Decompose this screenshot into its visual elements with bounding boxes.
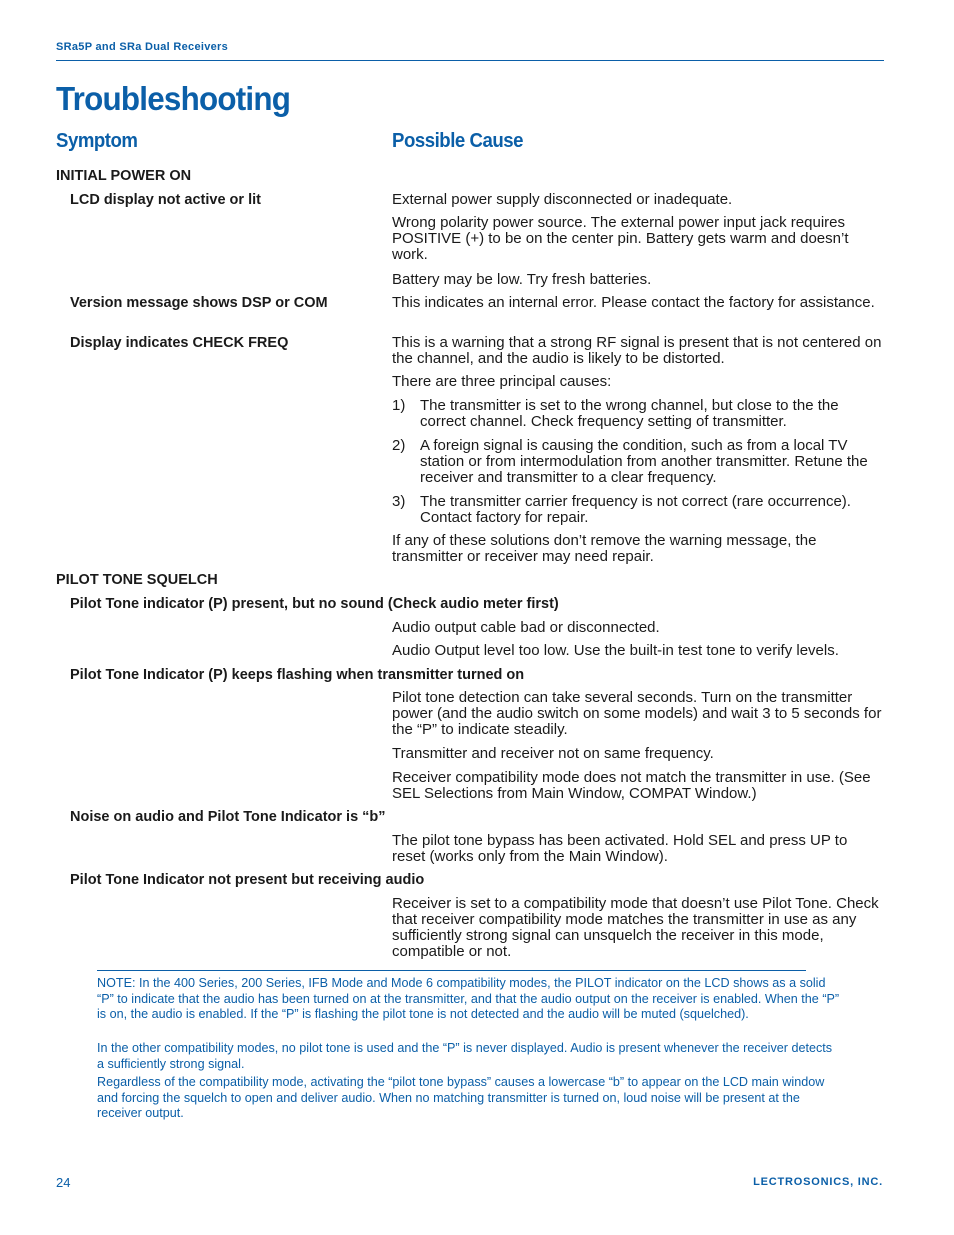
page-number: 24 bbox=[56, 1175, 71, 1190]
cause-text: Audio Output level too low. Use the built-in test tone to verify levels. bbox=[392, 642, 839, 659]
note-paragraph: Regardless of the compatibility mode, activating the “pilot tone bypass” causes a lowercase “b” to appear on the LCD main window and forcing the squelch to open and deliver audio. When no matching transmitter is turned on, loud noise will be present at the receiver output. bbox=[97, 1075, 825, 1121]
page-title: Troubleshooting bbox=[56, 80, 291, 117]
list-item: The transmitter carrier frequency is not correct (rare occurrence). Contact factory for repair. bbox=[420, 493, 851, 526]
symptom-not-present: Pilot Tone Indicator not present but receiving audio bbox=[70, 872, 425, 888]
cause-text: There are three principal causes: bbox=[392, 373, 612, 390]
running-header: SRa5P and SRa Dual Receivers bbox=[56, 41, 229, 53]
list-number: 3) bbox=[392, 493, 406, 510]
list-number: 1) bbox=[392, 397, 406, 414]
symptom-version: Version message shows DSP or COM bbox=[70, 295, 328, 311]
list-number: 2) bbox=[392, 437, 406, 454]
note-paragraph: NOTE: In the 400 Series, 200 Series, IFB Mode and Mode 6 compatibility modes, the PILOT indicator on the LCD shows as a solid “P” to indicate that the audio has been turned on at the transmitter, and that the audio output on the receiver is enabled. When the “P” is on, the audio is enabled. If the “P” is flashing the pilot tone is not detected and the audio will be muted (squelched). bbox=[97, 976, 840, 1022]
cause-text: If any of these solutions don’t remove the warning message, the transmitter or receiver may need repair. bbox=[392, 532, 817, 565]
section-heading-initial-power: INITIAL POWER ON bbox=[56, 168, 192, 184]
cause-text: Receiver compatibility mode does not match the transmitter in use. (See SEL Selections from Main Window, COMPAT Window.) bbox=[392, 769, 871, 802]
company-name: LECTROSONICS, INC. bbox=[753, 1176, 883, 1188]
symptom-check-freq: Display indicates CHECK FREQ bbox=[70, 335, 289, 351]
cause-column-heading: Possible Cause bbox=[392, 130, 523, 152]
cause-text: Receiver is set to a compatibility mode that doesn’t use Pilot Tone. Check that receiver compatibility mode matches the transmitter in use as any sufficiently strong signal can unsquelch the receiver in this mode, compatible or not. bbox=[392, 895, 879, 960]
symptom-column-heading: Symptom bbox=[56, 130, 138, 152]
note-paragraph: In the other compatibility modes, no pilot tone is used and the “P” is never displayed. Audio is present whenever the receiver detects a sufficiently strong signal. bbox=[97, 1041, 833, 1071]
cause-text: Pilot tone detection can take several seconds. Turn on the transmitter power (and the audio switch on some models) and wait 3 to 5 seconds for the “P” to indicate steadily. bbox=[392, 689, 882, 738]
symptom-flashing: Pilot Tone Indicator (P) keeps flashing when transmitter turned on bbox=[70, 667, 525, 683]
cause-text: Transmitter and receiver not on same frequency. bbox=[392, 745, 714, 762]
cause-text: Wrong polarity power source. The external power input jack requires POSITIVE (+) to be on the center pin. Battery gets warm and doesn’t work. bbox=[392, 214, 849, 263]
note-rule bbox=[97, 970, 806, 971]
cause-text: Audio output cable bad or disconnected. bbox=[392, 619, 660, 636]
cause-text: The pilot tone bypass has been activated. Hold SEL and press UP to reset (works only from the Main Window). bbox=[392, 832, 848, 865]
cause-text: This indicates an internal error. Please contact the factory for assistance. bbox=[392, 294, 875, 311]
symptom-noise: Noise on audio and Pilot Tone Indicator is “b” bbox=[70, 809, 386, 825]
cause-text: This is a warning that a strong RF signal is present that is not centered on the channel, and the audio is likely to be distorted. bbox=[392, 334, 882, 367]
section-heading-pilot-tone: PILOT TONE SQUELCH bbox=[56, 572, 218, 588]
symptom-lcd: LCD display not active or lit bbox=[70, 192, 261, 208]
list-item: A foreign signal is causing the condition, such as from a local TV station or from intermodulation from another transmitter. Retune the receiver and transmitter to a clear frequency. bbox=[420, 437, 868, 486]
cause-text: Battery may be low. Try fresh batteries. bbox=[392, 271, 652, 288]
header-rule bbox=[56, 60, 884, 61]
symptom-no-sound: Pilot Tone indicator (P) present, but no sound (Check audio meter first) bbox=[70, 596, 559, 612]
list-item: The transmitter is set to the wrong channel, but close to the the correct channel. Check frequency setting of transmitter. bbox=[420, 397, 839, 430]
cause-text: External power supply disconnected or inadequate. bbox=[392, 191, 733, 208]
